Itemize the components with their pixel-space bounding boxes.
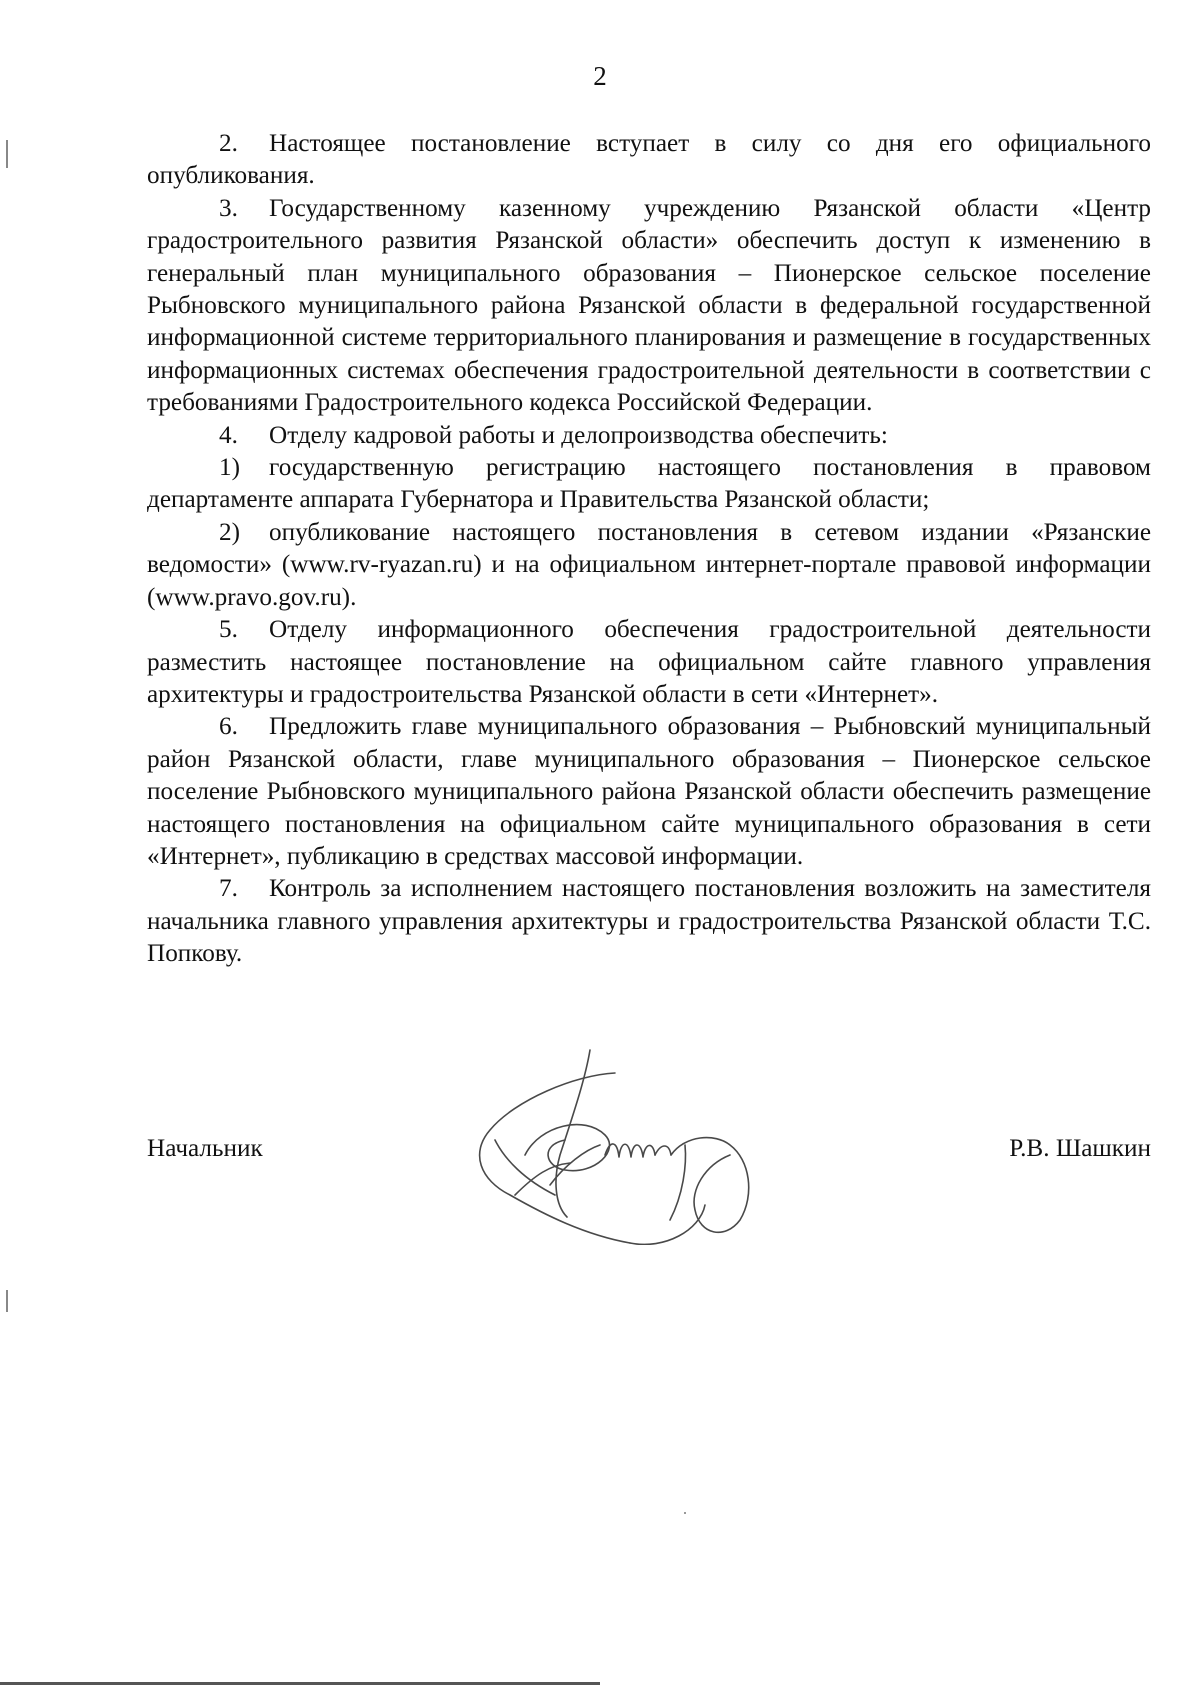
paragraph-item-7	[147, 873, 1151, 970]
paragraph-text: Контроль за исполнением настоящего постановления возложить на заместителя начальника главного управления архитектуры и градостроительства Рязанской области Т.С. Попкову.	[147, 875, 1151, 968]
paragraph-text: Государственному казенному учреждению Рязанской области «Центр градостроительного развития Рязанской области» обеспечить доступ к изменению в генеральный план муниципального образования – Пионерское сельское поселение Рыбновского муниципального района Рязанской области в федеральной государственной информационной системе территориального планирования и размещение в государственных информационных системах обеспечения градостроительной деятельности в соответствии с требованиями Градостроительного кодекса Российской Федерации.	[147, 194, 1151, 417]
scan-edge-mark	[6, 1290, 8, 1312]
paragraph-text: опубликование настоящего постановления в сетевом издании «Рязанские ведомости» (www.rv-ryazan.ru) и на официальном интернет-портале правовой информации (www.pravo.gov.ru).	[147, 518, 1151, 611]
scan-speck	[684, 1512, 686, 1514]
signatory-name: Р.В. Шашкин	[1009, 1135, 1151, 1162]
handwritten-signature	[455, 1045, 785, 1245]
paragraph-number: 2)	[219, 518, 240, 546]
paragraph-text: Отделу кадровой работы и делопроизводства обеспечить:	[269, 421, 888, 449]
paragraph-subitem-2	[147, 517, 1151, 614]
signatory-title: Начальник	[147, 1135, 263, 1162]
paragraph-number: 3.	[219, 194, 238, 222]
paragraph-item-5	[147, 614, 1151, 711]
paragraph-text: Отделу информационного обеспечения градостроительной деятельности разместить настоящее постановление на официальном сайте главного управления архитектуры и градостроительства Рязанской области в сети «Интернет».	[147, 616, 1151, 708]
paragraph-number: 2.	[219, 130, 238, 157]
paragraph-number: 7.	[219, 875, 238, 903]
paragraph-text: Предложить главе муниципального образования – Рыбновский муниципальный район Рязанской области, главе муниципального образования – Пионерское сельское поселение Рыбновского муниципального района Рязанской области обеспечить размещение настоящего постановления на официальном сайте муниципального образования в сети «Интернет», публикацию в средствах массовой информации.	[147, 713, 1151, 870]
paragraph-item-3	[147, 193, 1151, 420]
paragraph-number: 5.	[219, 616, 238, 644]
paragraph-number: 4.	[219, 421, 238, 449]
paragraph-number: 1)	[219, 454, 240, 482]
paragraph-number: 6.	[219, 713, 238, 741]
page-number: 2	[593, 61, 607, 91]
paragraph-item-4	[147, 420, 1151, 452]
paragraph-text: Настоящее постановление вступает в силу со дня его официального опубликования.	[147, 130, 1151, 190]
scan-edge-mark	[6, 140, 8, 168]
scan-bottom-rule	[0, 1682, 600, 1685]
paragraph-subitem-1	[147, 452, 1151, 517]
document-body	[147, 128, 1151, 971]
paragraph-item-2	[147, 128, 1151, 193]
paragraph-item-6	[147, 711, 1151, 873]
paragraph-text: государственную регистрацию настоящего постановления в правовом департаменте аппарата Губернатора и Правительства Рязанской области;	[147, 454, 1151, 514]
